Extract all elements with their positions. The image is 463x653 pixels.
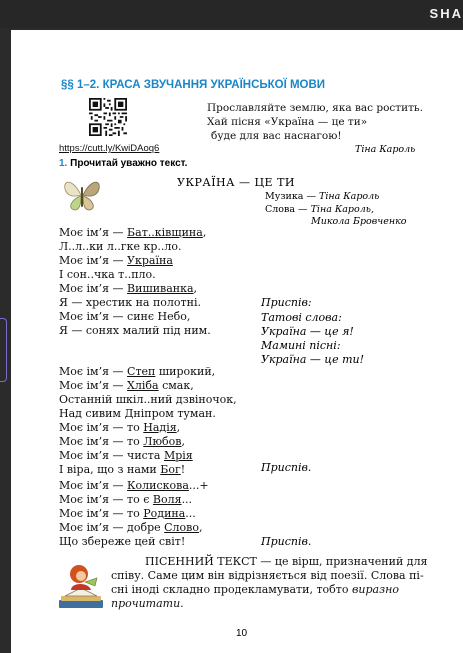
lyric-underlined-word: Бог (160, 463, 181, 476)
lyric-line (59, 296, 201, 309)
lyric-punctuation: , (193, 282, 198, 295)
epigraph-line-3: буде для вас наснагою! (211, 130, 342, 142)
lyric-text: Л..л..ки л..гке кр..ло. (59, 240, 182, 253)
lyric-line (59, 268, 156, 281)
chorus-ref-1: Приспів. (261, 461, 312, 474)
lyric-punctuation: , (198, 521, 203, 534)
definition-line-3 (111, 583, 399, 596)
lyrics-credit (265, 204, 374, 215)
lyric-text: Що збереже цей світ! (59, 535, 186, 548)
lyric-punctuation: ! (180, 463, 186, 476)
lyric-underlined-word: Родина (143, 507, 186, 520)
lyric-text: Моє ім’я — синє Небо, (59, 310, 191, 323)
lyric-line (59, 435, 185, 448)
butterfly-icon (61, 177, 103, 213)
chorus-ref-2: Приспів. (261, 535, 312, 548)
lyric-punctuation: , (176, 421, 181, 434)
lyric-line (59, 507, 196, 520)
lyric-punctuation: ...+ (188, 479, 209, 492)
song-title: УКРАЇНА — ЦЕ ТИ (177, 176, 296, 189)
lyric-line (59, 449, 193, 462)
lyric-underlined-word: Мрія (163, 449, 193, 462)
task-instruction (59, 158, 187, 169)
lyric-underlined-word: Любов (143, 435, 182, 448)
lyric-text: Я — хрестик на полотні. (59, 296, 201, 309)
chorus-line-2: Україна — це я! (261, 325, 354, 338)
epigraph-line-2: Хай пісня «Україна — це ти» (207, 116, 368, 128)
viewer-title: SHA (429, 6, 463, 21)
page-number: 10 (236, 628, 248, 639)
music-author: Тіна Кароль (318, 191, 380, 202)
lyric-text: Моє ім’я — то (59, 507, 144, 520)
lyric-text: Моє ім’я — (59, 365, 128, 378)
lyric-underlined-word: Вишиванка (127, 282, 194, 295)
lyric-text: Моє ім’я — то (59, 435, 144, 448)
definition-text-3: сні іноді складно продекламувати, тобто (111, 583, 352, 596)
lyric-underlined-word: Хліба (127, 379, 159, 392)
lyric-line (59, 463, 185, 476)
lyric-text: Я — сонях малий під ним. (59, 324, 211, 337)
lyrics-author-line-2 (311, 216, 406, 227)
lyric-underlined-word: Слово (164, 521, 199, 534)
lyric-text: І віра, що з нами (59, 463, 161, 476)
task-text: Прочитай уважно текст. (70, 158, 188, 169)
lyric-line (59, 310, 190, 323)
lyric-line (59, 254, 173, 267)
lyric-line (59, 379, 194, 392)
chorus-line-3: Мамині пісні: (261, 339, 341, 352)
lyric-line (59, 407, 216, 420)
lyrics-author-1: Тіна Кароль, (310, 204, 374, 215)
lyric-line (59, 282, 197, 295)
lyrics-author-2: Микола Бровченко (311, 216, 407, 227)
lyric-line (59, 226, 206, 239)
lyric-text: Моє ім’я — то (59, 421, 144, 434)
lyric-punctuation: , (181, 435, 185, 448)
lyric-line (59, 479, 209, 492)
music-credit (265, 191, 379, 202)
definition-italic-3: виразно (352, 583, 399, 596)
lyric-text: Над сивим Дніпром туман. (59, 407, 216, 420)
lyric-line (59, 365, 215, 378)
lyric-text: Моє ім’я — то є (59, 493, 153, 506)
epigraph-line-1: Прославляйте землю, яка вас ростить. (207, 102, 423, 114)
lyric-text: І сон..чка т..пло. (59, 268, 156, 281)
lyric-line (59, 535, 185, 548)
lyric-punctuation: ... (185, 507, 196, 520)
lyric-line (59, 324, 211, 337)
lyric-underlined-word: Україна (127, 254, 173, 267)
lyric-punctuation: ... (181, 493, 193, 506)
definition-italic-4: прочитати. (111, 597, 184, 610)
definition-line-2: співу. Саме цим він відрізняється від поезії. Слова пі- (111, 569, 424, 582)
lyric-text: Моє ім’я — добре (59, 521, 165, 534)
epigraph-author: Тіна Кароль (355, 144, 416, 155)
lyric-text: Моє ім’я — (59, 226, 128, 239)
lyric-underlined-word: Колискова (127, 479, 189, 492)
section-title: §§ 1–2. КРАСА ЗВУЧАННЯ УКРАЇНСЬКОЇ МОВИ (61, 79, 326, 91)
chorus-line-4: Україна — це ти! (261, 353, 365, 366)
definition-line-4 (111, 597, 184, 610)
chorus-line-1: Татові слова: (261, 311, 342, 324)
side-panel-tab[interactable] (0, 318, 7, 382)
lyric-text: Моє ім’я — (59, 379, 128, 392)
lyrics-label: Слова — (265, 204, 308, 215)
lyric-line (59, 493, 192, 506)
lyric-underlined-word: Степ (127, 365, 156, 378)
lyric-underlined-word: Воля (152, 493, 182, 506)
document-page (11, 30, 463, 653)
viewer-topbar (0, 0, 463, 28)
qr-code-icon[interactable] (89, 98, 127, 136)
lyric-line (59, 240, 182, 253)
lyric-punctuation: , (202, 226, 207, 239)
definition-line-1: ПІСЕННИЙ ТЕКСТ — це вірш, призначений для (145, 555, 428, 568)
lyric-punctuation: смак, (158, 379, 194, 392)
chorus-label: Приспів: (261, 296, 312, 309)
lyric-line (59, 393, 237, 406)
lyric-underlined-word: Бат..ківщина (127, 226, 203, 239)
qr-link[interactable]: https://cutt.ly/KwiDAoq6 (59, 143, 160, 154)
lyric-text: Моє ім’я — (59, 479, 128, 492)
lyric-punctuation: широкий, (155, 365, 216, 378)
lyric-line (59, 521, 202, 534)
lyric-text: Моє ім’я — чиста (59, 449, 164, 462)
lyric-text: Моє ім’я — (59, 254, 128, 267)
task-number: 1. (59, 158, 68, 169)
lyric-underlined-word: Надія (143, 421, 177, 434)
lyric-text: Моє ім’я — (59, 282, 128, 295)
music-label: Музика — (265, 191, 316, 202)
lyric-text: Останній шкіл..ний дзвіночок, (59, 393, 237, 406)
lyric-line (59, 421, 180, 434)
reading-girl-icon (55, 560, 107, 612)
